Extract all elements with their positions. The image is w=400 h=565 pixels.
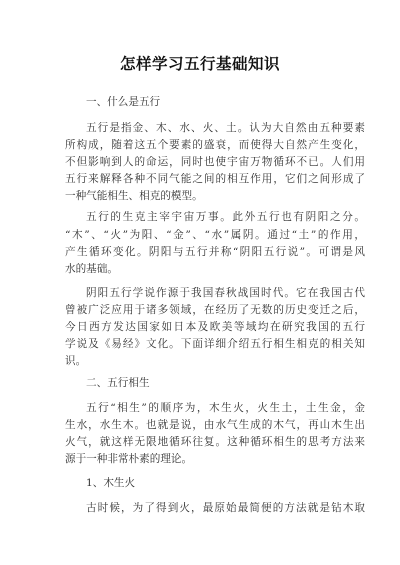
section1-para1-line: 五行来解释各种不同气能之间的相互作用，它们之间形成了: [65, 173, 365, 185]
section2-heading: 二、五行相生: [86, 377, 150, 389]
section1-para3-line: 今日西方发达国家如日本及欧美等域均在研究我国的五行: [65, 321, 365, 333]
section1-para2-line: 五行的生克主宰宇宙万事。此外五行也有阴阳之分。: [86, 211, 365, 223]
section1-para3-line: 识。: [65, 355, 87, 367]
section1-para1-line: 一种气能相生、相克的模型。: [65, 190, 203, 202]
section1-para2-line: “木”、“火”为阳、“金”、“水”属阴。通过“土”的作用，: [65, 229, 365, 241]
section1-heading: 一、什么是五行: [86, 96, 161, 108]
section1-para3-line: 曾被广泛应用于诸多领域，在经历了无数的历史变迁之后，: [65, 304, 365, 316]
document-title: 怎样学习五行基础知识: [119, 55, 280, 73]
section2-para1-line: 火气，就这样无限地循环往复。这种循环相生的思考方法来: [65, 436, 365, 448]
subsection-para-line: 古时候，为了得到火，最原始最简便的方法就是钻木取: [86, 502, 365, 514]
section1-para1-line: 不但影响到人的命运，同时也使宇宙万物循环不已。人们用: [65, 156, 365, 168]
section1-para2-line: 产生循环变化。阴阳与五行并称“阴阳五行说”。可谓是风: [65, 246, 365, 258]
section2-para1-line: 五行“相生”的顺序为，木生火，火生土，土生金，金: [86, 402, 365, 414]
section1-para3-line: 阴阳五行学说作源于我国春秋战国时代。它在我国古代: [86, 287, 365, 299]
section1-para3-line: 学说及《易经》文化。下面详细介绍五行相生相克的相关知: [65, 338, 365, 350]
section2-para1-line: 源于一种非常朴素的理论。: [65, 453, 193, 465]
section1-para1-line: 所构成，随着这五个要素的盛衰，而使得大自然产生变化，: [65, 139, 365, 151]
section1-para1-line: 五行是指金、木、水、火、土。认为大自然由五种要素: [86, 122, 365, 134]
subsection-heading: 1、木生火: [86, 477, 136, 489]
section2-para1-line: 生水，水生木。也就是说，由水气生成的木气，再山木生出: [65, 419, 365, 431]
section1-para2-line: 水的基础。: [65, 263, 118, 275]
